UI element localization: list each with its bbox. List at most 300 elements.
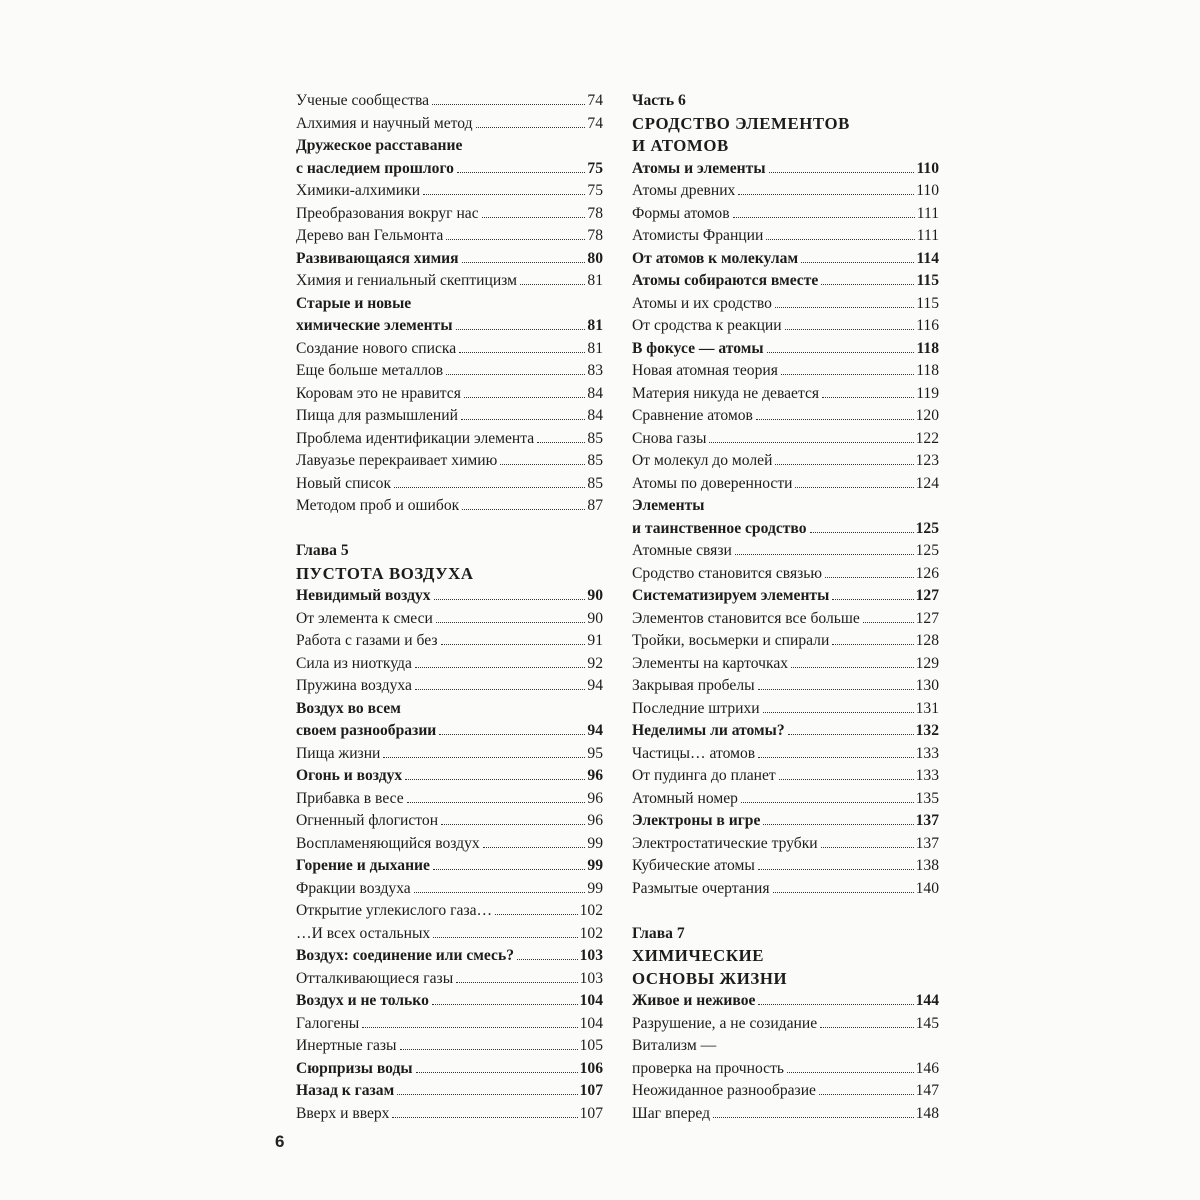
toc-entry-title: Воздух и не только: [296, 992, 429, 1009]
toc-entry: [632, 585, 939, 608]
dot-leader: [758, 869, 914, 870]
toc-entry: [296, 788, 603, 811]
toc-entry-title: Сродство становится связью: [632, 564, 823, 582]
dot-leader: [383, 757, 585, 758]
dot-leader: [520, 284, 585, 285]
dot-leader: [735, 554, 914, 555]
dot-leader: [415, 667, 586, 668]
toc-entry-page: 96: [587, 767, 603, 784]
toc-entry-page: 118: [916, 362, 939, 379]
toc-entry: [296, 338, 603, 361]
toc-entry-page: 138: [915, 857, 939, 874]
dot-leader: [713, 1117, 914, 1118]
dot-leader: [769, 172, 915, 173]
toc-entry: [296, 608, 603, 631]
toc-entry-page: 115: [916, 272, 939, 289]
dot-leader: [738, 194, 914, 195]
toc-entry-title: Материя никуда не девается: [632, 384, 820, 402]
dot-leader: [709, 442, 913, 443]
toc-entry: [632, 405, 939, 428]
toc-entry: [632, 630, 939, 653]
dot-leader: [483, 847, 586, 848]
toc-entry-page: 90: [587, 587, 603, 604]
toc-entry-page: 85: [587, 429, 603, 447]
toc-entry-title: Алхимия и научный метод: [296, 114, 473, 132]
toc-entry: [632, 878, 939, 901]
toc-entry-page: 81: [587, 272, 603, 289]
toc-entry: [632, 653, 939, 676]
toc-entry-page: 95: [587, 744, 603, 762]
toc-entry-title: От пудинга до планет: [632, 767, 776, 784]
toc-entry: [632, 473, 939, 496]
toc-entry-title: проверка на прочность: [632, 1059, 785, 1077]
toc-entry-title: Частицы… атомов: [632, 744, 756, 762]
toc-entry-line: Элементы: [632, 497, 705, 514]
toc-entry-page: 140: [915, 879, 939, 897]
toc-entry: [632, 698, 939, 721]
chapter-title: ОСНОВЫ ЖИЗНИ: [632, 968, 788, 988]
dot-leader: [767, 352, 915, 353]
toc-entry-page: 120: [915, 407, 939, 424]
toc-entry: [296, 315, 603, 338]
toc-entry-title: Атомы и их сродство: [632, 294, 772, 312]
toc-entry: [632, 248, 939, 271]
toc-entry: [296, 495, 603, 518]
toc-entry-page: 145: [915, 1014, 939, 1032]
dot-leader: [432, 104, 585, 105]
dot-leader: [863, 622, 914, 623]
toc-entry-page: 107: [579, 1082, 603, 1099]
toc-entry: [632, 158, 939, 181]
toc-entry-title: Неделимы ли атомы?: [632, 722, 785, 739]
toc-entry-title: Дерево ван Гельмонта: [296, 227, 444, 244]
toc-entry-page: 92: [587, 654, 603, 672]
toc-entry: [632, 608, 939, 631]
toc-entry-title: Шаг вперед: [632, 1104, 711, 1122]
toc-entry: [296, 203, 603, 226]
toc-entry: [296, 248, 603, 271]
dot-leader: [407, 802, 586, 803]
toc-entry: [296, 113, 603, 136]
toc-entry-title: Электроны в игре: [632, 812, 761, 829]
toc-entry-page: 144: [915, 992, 939, 1009]
toc-entry: [632, 1058, 939, 1081]
chapter-title: ХИМИЧЕСКИЕ: [632, 946, 765, 965]
toc-entry-page: 111: [916, 204, 939, 222]
toc-entry-page: 74: [587, 92, 603, 109]
toc-entry: [632, 810, 939, 833]
toc-entry-page: 103: [579, 969, 603, 987]
dot-leader: [517, 959, 578, 960]
toc-entry-title: Элементы на карточках: [632, 654, 789, 672]
toc-entry-title: своем разнообразии: [296, 722, 437, 739]
toc-entry-page: 116: [916, 317, 939, 334]
dot-leader: [756, 419, 914, 420]
toc-entry-title: Методом проб и ошибок: [296, 497, 460, 514]
toc-entry: [296, 1080, 603, 1103]
toc-entry-title: Создание нового списка: [296, 339, 457, 357]
dot-leader: [832, 644, 913, 645]
toc-entry-title: Сила из ниоткуда: [296, 654, 412, 672]
toc-entry: [296, 720, 603, 743]
toc-entry: [296, 450, 603, 473]
toc-entry-title: В фокусе — атомы: [632, 339, 764, 357]
toc-entry-title: Атомы древних: [632, 182, 736, 199]
toc-entry: [632, 675, 939, 698]
dot-leader: [456, 329, 586, 330]
toc-entry-page: 118: [916, 339, 939, 357]
toc-entry-page: 106: [579, 1059, 603, 1077]
toc-entry-title: Фракции воздуха: [296, 879, 411, 897]
toc-entry: [632, 720, 939, 743]
toc-entry-title: Прибавка в весе: [296, 789, 404, 807]
toc-entry-page: 115: [916, 294, 939, 312]
toc-entry-page: 78: [587, 204, 603, 222]
toc-entry-page: 99: [587, 834, 603, 852]
toc-entry-title: Инертные газы: [296, 1037, 397, 1054]
toc-entry-page: 103: [579, 947, 603, 964]
toc-entry-title: Проблема идентификации элемента: [296, 429, 535, 447]
dot-leader: [741, 802, 914, 803]
toc-entry: [296, 833, 603, 856]
toc-entry-page: 81: [587, 317, 603, 334]
toc-entry-title: Работа с газами и без: [296, 632, 438, 649]
toc-entry-title: Электростатические трубки: [632, 834, 818, 852]
dot-leader: [433, 869, 585, 870]
toc-entry-title: Еще больше металлов: [296, 362, 444, 379]
toc-entry-title: Разрушение, а не созидание: [632, 1014, 818, 1032]
toc-entry: [296, 653, 603, 676]
toc-entry: [296, 810, 603, 833]
toc-entry-title: Пища жизни: [296, 744, 381, 762]
toc-entry-page: 135: [915, 789, 939, 807]
toc-entry-page: 102: [579, 924, 603, 942]
toc-entry: [296, 923, 603, 946]
toc-entry-page: 80: [587, 249, 603, 267]
toc-entry-page: 137: [915, 812, 939, 829]
toc-entry-page: 85: [587, 452, 603, 469]
toc-entry-page: 132: [915, 722, 939, 739]
toc-entry: [632, 383, 939, 406]
dot-leader: [405, 779, 585, 780]
toc-entry-page: 75: [587, 159, 603, 177]
toc-entry: [632, 1013, 939, 1036]
toc-entry-page: 94: [587, 722, 603, 739]
toc-entry-page: 119: [916, 384, 939, 402]
dot-leader: [476, 127, 586, 128]
toc-entry: [296, 270, 603, 293]
chapter-label: Глава 5: [296, 542, 349, 559]
dot-leader: [788, 734, 914, 735]
dot-leader: [537, 442, 585, 443]
dot-leader: [446, 239, 585, 240]
toc-entry-title: Атомы собираются вместе: [632, 272, 819, 289]
dot-leader: [775, 464, 913, 465]
toc-entry: [632, 450, 939, 473]
toc-entry: [632, 428, 939, 451]
dot-leader: [457, 172, 585, 173]
dot-leader: [464, 397, 586, 398]
dot-leader: [461, 419, 585, 420]
toc-entry-title: Сравнение атомов: [632, 407, 753, 424]
dot-leader: [500, 464, 585, 465]
dot-leader: [832, 599, 913, 600]
dot-leader: [779, 779, 914, 780]
dot-leader: [446, 374, 585, 375]
toc-entry-title: От молекул до молей: [632, 452, 773, 469]
toc-entry-title: химические элементы: [296, 317, 453, 334]
toc-entry: [296, 1013, 603, 1036]
toc-entry-title: Горение и дыхание: [296, 857, 430, 874]
toc-entry-page: 110: [916, 182, 939, 199]
toc-entry: [296, 1058, 603, 1081]
dot-leader: [787, 1072, 914, 1073]
toc-entry-page: 128: [915, 632, 939, 649]
toc-entry: [632, 743, 939, 766]
dot-leader: [415, 689, 586, 690]
toc-entry-title: Преобразования вокруг нас: [296, 204, 479, 222]
toc-entry-title: Закрывая пробелы: [632, 677, 755, 694]
toc-entry-title: и таинственное сродство: [632, 519, 807, 537]
dot-leader: [495, 914, 577, 915]
toc-entry-page: 94: [587, 677, 603, 694]
toc-entry-title: Развивающаяся химия: [296, 249, 459, 267]
spacer: [296, 518, 603, 541]
toc-entry-title: Атомы по доверенности: [632, 474, 793, 492]
dot-leader: [773, 892, 914, 893]
toc-entry: [632, 338, 939, 361]
toc-entry-title: Воздух: соединение или смесь?: [296, 947, 514, 964]
toc-entry: [632, 855, 939, 878]
dot-leader: [758, 689, 914, 690]
dot-leader: [462, 509, 585, 510]
toc-entry-title: Снова газы: [632, 429, 707, 447]
toc-entry-line: Витализм —: [632, 1037, 717, 1054]
dot-leader: [362, 1027, 577, 1028]
toc-entry-page: 125: [915, 542, 939, 559]
toc-entry-page: 125: [915, 519, 939, 537]
toc-entry-page: 104: [579, 1014, 603, 1032]
toc-entry: [296, 765, 603, 788]
dot-leader: [733, 217, 915, 218]
toc-entry-page: 78: [587, 227, 603, 244]
dot-leader: [400, 1049, 578, 1050]
toc-entry-page: 81: [587, 339, 603, 357]
toc-entry-title: Открытие углекислого газа…: [296, 902, 493, 919]
page-number: 6: [275, 1132, 285, 1151]
dot-leader: [482, 217, 586, 218]
toc-entry-page: 129: [915, 654, 939, 672]
toc-entry-page: 102: [579, 902, 603, 919]
dot-leader: [766, 239, 914, 240]
toc-entry-page: 107: [579, 1104, 603, 1122]
dot-leader: [416, 1072, 578, 1073]
toc-entry-title: Химики-алхимики: [296, 182, 421, 199]
toc-entry: [632, 225, 939, 248]
dot-leader: [432, 1004, 578, 1005]
toc-entry-page: 124: [915, 474, 939, 492]
toc-entry-title: с наследием прошлого: [296, 159, 454, 177]
dot-leader: [801, 262, 914, 263]
toc-entry: [296, 585, 603, 608]
toc-entry: [632, 833, 939, 856]
toc-entry-title: Пружина воздуха: [296, 677, 412, 694]
toc-entry: [632, 1080, 939, 1103]
toc-entry: [296, 360, 603, 383]
toc-entry-page: 131: [915, 699, 939, 717]
toc-entry: [296, 180, 603, 203]
toc-entry-title: Огненный флогистон: [296, 812, 439, 829]
dot-leader: [397, 1094, 577, 1095]
dot-leader: [423, 194, 585, 195]
toc-entry-page: 130: [915, 677, 939, 694]
toc-entry-line: Дружеское расставание: [296, 137, 463, 154]
toc-entry: [296, 158, 603, 181]
toc-entry-title: Лавуазье перекраивает химию: [296, 452, 498, 469]
toc-entry: [632, 315, 939, 338]
chapter-title: СРОДСТВО ЭЛЕМЕНТОВ: [632, 113, 850, 133]
dot-leader: [436, 622, 586, 623]
toc-entry-title: Воспламеняющийся воздух: [296, 834, 480, 852]
dot-leader: [441, 824, 585, 825]
toc-entry-page: 99: [587, 857, 603, 874]
toc-entry-title: Галогены: [296, 1014, 360, 1032]
chapter-label: Часть 6: [632, 92, 686, 109]
dot-leader: [821, 847, 914, 848]
toc-entry-title: Химия и гениальный скептицизм: [296, 272, 517, 289]
toc-entry: [296, 900, 603, 923]
dot-leader: [795, 487, 913, 488]
dot-leader: [441, 644, 586, 645]
toc-entry-page: 122: [915, 429, 939, 447]
toc-entry-title: Коровам это не нравится: [296, 384, 461, 402]
toc-entry-title: Живое и неживое: [632, 992, 756, 1009]
chapter-title: И АТОМОВ: [632, 136, 729, 155]
toc-entry-title: Последние штрихи: [632, 699, 760, 717]
dot-leader: [791, 667, 914, 668]
toc-entry: [296, 1035, 603, 1058]
dot-leader: [781, 374, 914, 375]
toc-entry-page: 83: [587, 362, 603, 379]
dot-leader: [462, 262, 586, 263]
toc-entry: [632, 1103, 939, 1126]
toc-entry: [296, 990, 603, 1013]
toc-entry-title: Атомы и элементы: [632, 159, 766, 177]
toc-entry-page: 127: [915, 609, 939, 627]
toc-entry-page: 114: [916, 249, 939, 267]
toc-entry: [296, 743, 603, 766]
toc-entry-title: От сродства к реакции: [632, 317, 782, 334]
toc-entry-title: Огонь и воздух: [296, 767, 403, 784]
dot-leader: [763, 824, 913, 825]
toc-entry: [632, 203, 939, 226]
toc-entry-page: 137: [915, 834, 939, 852]
toc-entry-title: Систематизируем элементы: [632, 587, 830, 604]
toc-entry-title: Сюрпризы воды: [296, 1059, 413, 1077]
toc-entry: [632, 518, 939, 541]
dot-leader: [820, 1027, 913, 1028]
chapter-label: Глава 7: [632, 924, 685, 942]
toc-entry-title: Формы атомов: [632, 204, 730, 222]
dot-leader: [785, 329, 915, 330]
toc-entry-title: От элемента к смеси: [296, 609, 433, 627]
toc-entry-title: Новая атомная теория: [632, 362, 778, 379]
toc-entry-title: Тройки, восьмерки и спирали: [632, 632, 830, 649]
dot-leader: [822, 397, 914, 398]
toc-entry-title: …И всех остальных: [296, 924, 431, 942]
dot-leader: [758, 757, 914, 758]
toc-entry: [632, 788, 939, 811]
dot-leader: [825, 577, 914, 578]
dot-leader: [433, 937, 577, 938]
dot-leader: [819, 1094, 914, 1095]
toc-entry: [632, 360, 939, 383]
toc-entry-title: От атомов к молекулам: [632, 249, 799, 267]
toc-entry-page: 91: [587, 632, 603, 649]
toc-entry: [296, 630, 603, 653]
toc-entry-page: 123: [915, 452, 939, 469]
toc-entry-title: Кубические атомы: [632, 857, 755, 874]
toc-entry: [632, 293, 939, 316]
dot-leader: [821, 284, 914, 285]
toc-entry-page: 104: [579, 992, 603, 1009]
toc-entry-page: 146: [915, 1059, 939, 1077]
toc-entry: [632, 990, 939, 1013]
toc-entry-page: 111: [916, 227, 939, 244]
toc-entry-page: 96: [587, 812, 603, 829]
toc-entry-page: 99: [587, 879, 603, 897]
toc-entry: [296, 855, 603, 878]
toc-entry: [632, 563, 939, 586]
dot-leader: [414, 892, 586, 893]
dot-leader: [775, 307, 914, 308]
toc-column-right: [632, 90, 939, 1125]
toc-entry: [296, 878, 603, 901]
toc-entry-title: Назад к газам: [296, 1082, 395, 1099]
dot-leader: [459, 352, 585, 353]
toc-entry: [296, 405, 603, 428]
toc-entry-title: Элементов становится все больше: [632, 609, 860, 627]
toc-entry: [296, 675, 603, 698]
toc-entry-line: Воздух во всем: [296, 699, 401, 717]
toc-entry-line: Старые и новые: [296, 294, 412, 312]
toc-entry-page: 127: [915, 587, 939, 604]
dot-leader: [434, 599, 586, 600]
toc-entry: [296, 473, 603, 496]
toc-entry-page: 84: [587, 407, 603, 424]
dot-leader: [810, 532, 914, 533]
toc-entry-page: 126: [915, 564, 939, 582]
toc-entry: [296, 428, 603, 451]
toc-entry: [296, 945, 603, 968]
toc-column-left: [296, 90, 603, 1125]
toc-entry-title: Ученые сообщества: [296, 92, 430, 109]
toc-entry-page: 90: [587, 609, 603, 627]
toc-entry-title: Размытые очертания: [632, 879, 770, 897]
dot-leader: [392, 1117, 577, 1118]
dot-leader: [758, 1004, 913, 1005]
toc-entry-page: 148: [915, 1104, 939, 1122]
toc-entry-page: 96: [587, 789, 603, 807]
toc-entry-title: Отталкивающиеся газы: [296, 969, 454, 987]
dot-leader: [394, 487, 585, 488]
toc-entry: [296, 383, 603, 406]
toc-entry-page: 133: [915, 744, 939, 762]
toc-entry-title: Вверх и вверх: [296, 1104, 390, 1122]
toc-entry-page: 74: [587, 114, 603, 132]
toc-entry: [632, 270, 939, 293]
toc-entry-page: 84: [587, 384, 603, 402]
